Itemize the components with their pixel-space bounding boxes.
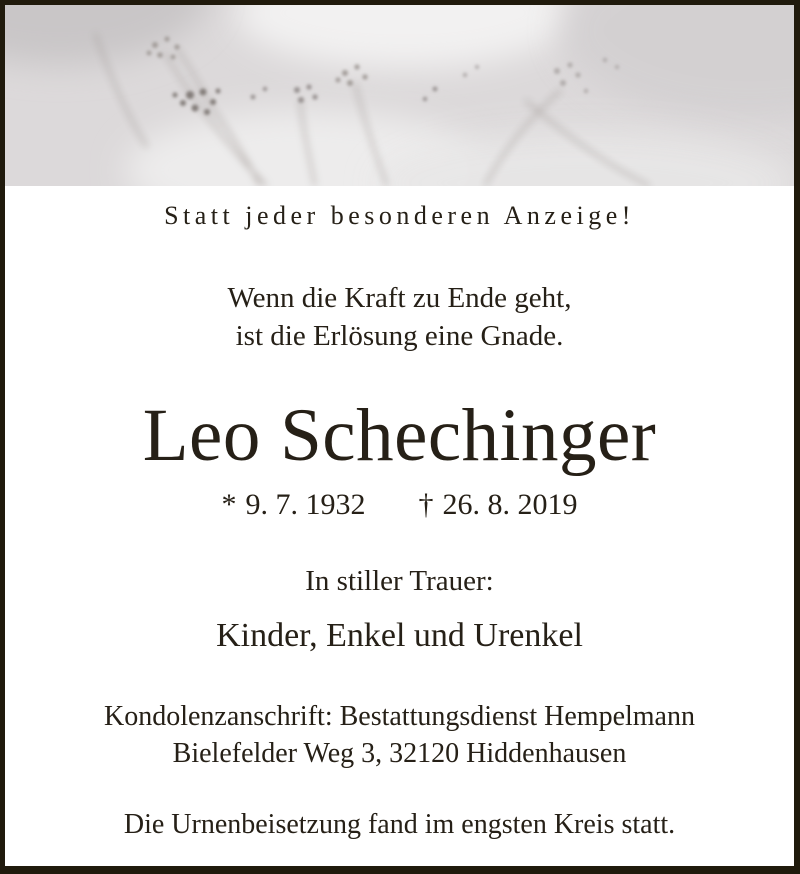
verse-line-1: Wenn die Kraft zu Ende geht, (227, 282, 572, 314)
deceased-name: Leo Schechinger (142, 394, 657, 477)
pre-header: Statt jeder besonderen Anzeige! (164, 201, 635, 230)
notice-body (5, 199, 794, 843)
birth-star-symbol: * (221, 488, 237, 521)
condolence-address (5, 698, 794, 772)
verse (5, 279, 794, 355)
closing-line: Die Urnenbeisetzung fand im engsten Kreis statt. (123, 809, 676, 840)
verse-line-2: ist die Erlösung eine Gnade. (235, 320, 564, 352)
death-date (419, 485, 578, 524)
birth-date (222, 485, 366, 524)
mourning-intro: In stiller Trauer: (305, 565, 494, 597)
memorial-photo (5, 5, 794, 186)
birth-date-value: 9. 7. 1932 (245, 488, 366, 521)
death-cross-symbol: † (418, 488, 434, 521)
dried-plants-photo-graphic (5, 5, 794, 186)
life-dates (5, 485, 794, 524)
condolence-line-2: Bielefelder Weg 3, 32120 Hiddenhausen (172, 738, 627, 769)
mourners: Kinder, Enkel und Urenkel (216, 617, 583, 654)
condolence-line-1: Kondolenzanschrift: Bestattungsdienst Hempelmann (104, 701, 695, 732)
death-date-value: 26. 8. 2019 (442, 488, 578, 521)
